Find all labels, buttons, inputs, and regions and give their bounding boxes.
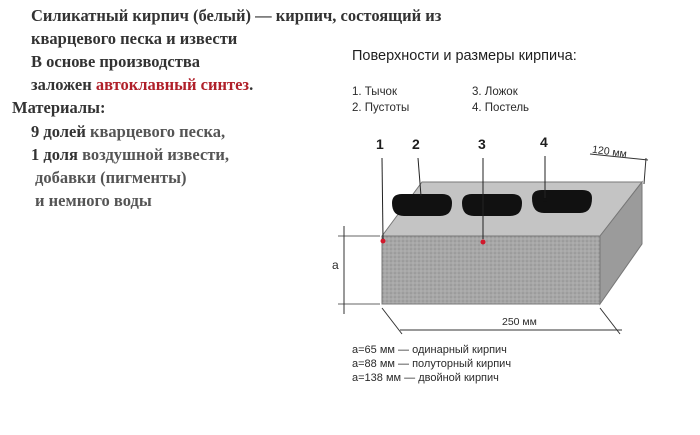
figure-title: Поверхности и размеры кирпича:: [352, 48, 577, 64]
brick-figure: [330, 36, 660, 391]
materials-item-sand: [31, 121, 225, 144]
marker-header-face: [381, 239, 386, 244]
callout-3: 3: [478, 136, 486, 152]
description-line-4-prefix: заложен: [31, 75, 96, 94]
materials-item-lime-text: воздушной извести,: [77, 145, 230, 164]
dim-width-label: 120 мм: [591, 143, 628, 161]
description-line-1: Силикатный кирпич (белый) — кирпич, состоящий из: [31, 6, 442, 25]
legend-voids: 2. Пустоты: [352, 102, 410, 114]
legend-bed-face: 4. Постель: [472, 102, 530, 114]
materials-item-pigments: добавки (пигменты): [35, 168, 187, 187]
dim-height-label: а: [332, 258, 339, 272]
legend-stretcher-face: 3. Ложок: [472, 86, 518, 98]
callout-4: 4: [540, 134, 548, 150]
callout-1: 1: [376, 136, 384, 152]
description-line-4-suffix: .: [249, 75, 254, 94]
autoclave-synthesis-highlight: автоклавный синтез: [95, 75, 250, 94]
materials-item-sand-amount: 9 долей: [31, 122, 86, 141]
brick-illustration: [330, 116, 660, 416]
callout-2: 2: [412, 136, 420, 152]
void-1: [392, 194, 452, 216]
caption-one-and-half-brick: а=88 мм — полуторный кирпич: [352, 358, 512, 370]
materials-item-sand-text: кварцевого песка,: [85, 122, 226, 141]
materials-item-water: и немного воды: [35, 191, 152, 210]
legend-header-face: 1. Тычок: [352, 86, 397, 98]
description-line-4: [31, 74, 253, 97]
materials-item-lime: [31, 144, 229, 167]
marker-bed-face: [543, 198, 547, 202]
description-line-3: В основе производства: [31, 52, 200, 71]
caption-double-brick: а=138 мм — двойной кирпич: [352, 372, 499, 384]
marker-stretcher-face: [481, 240, 486, 245]
void-2: [462, 194, 522, 216]
void-3: [532, 190, 592, 213]
dim-length-label: 250 мм: [502, 316, 537, 328]
materials-heading: Материалы:: [12, 98, 106, 117]
materials-item-lime-amount: 1 доля: [31, 145, 78, 164]
caption-single-brick: а=65 мм — одинарный кирпич: [352, 344, 507, 356]
brick-front-face: [382, 236, 600, 304]
description-line-2: кварцевого песка и извести: [31, 29, 238, 48]
